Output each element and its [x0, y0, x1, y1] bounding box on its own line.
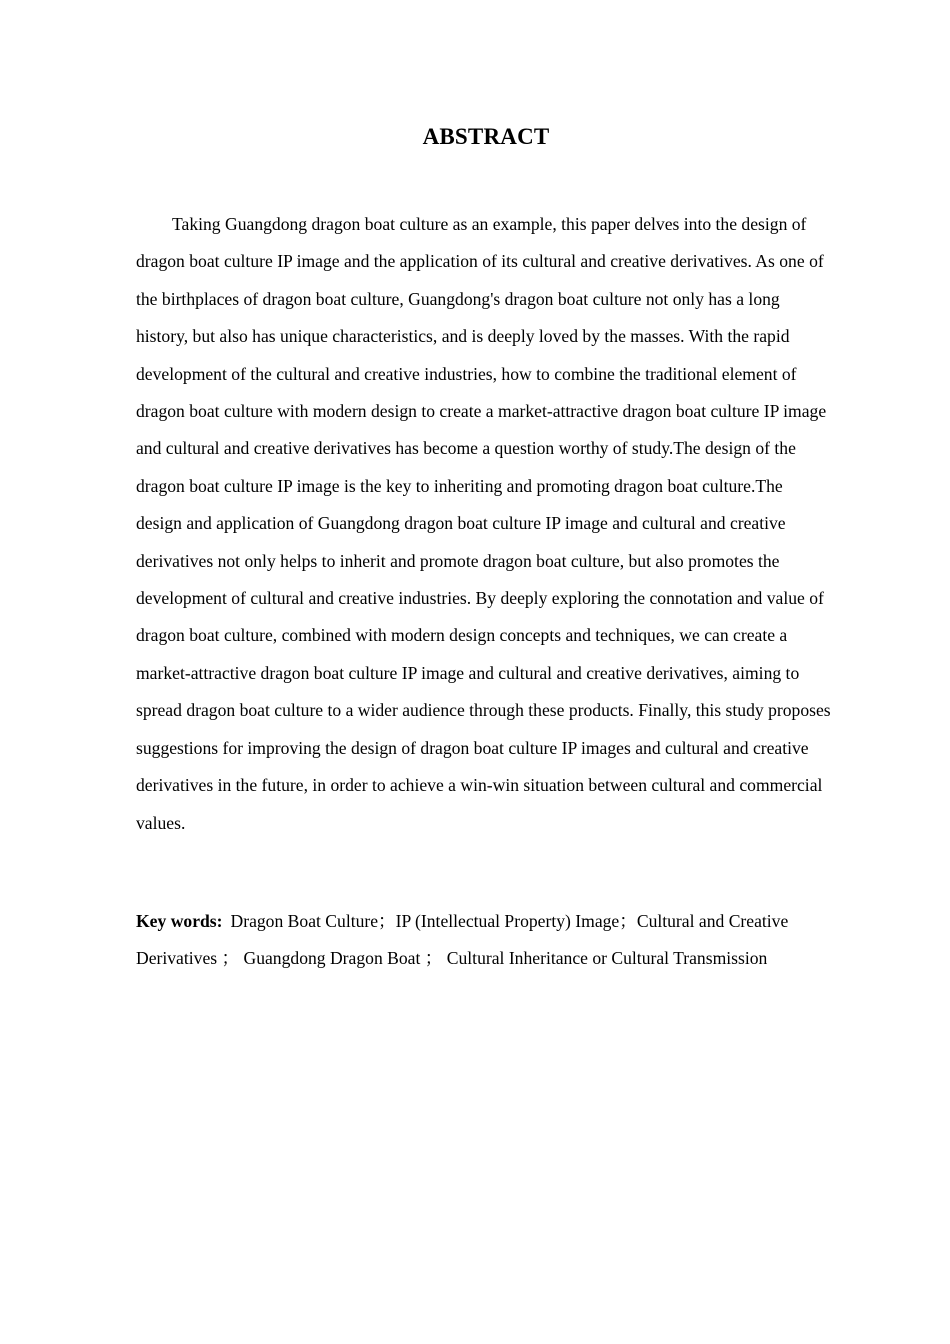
abstract-title: ABSTRACT [422, 124, 550, 149]
keywords-line [136, 903, 832, 977]
keywords-list: Dragon Boat Culture；IP (Intellectual Property) Image；Cultural and Creative Derivatives ； Guangdong Dragon Boat ； Cultural Inheritance or Cultural Transmission [136, 911, 789, 968]
abstract-paragraph: Taking Guangdong dragon boat culture as an example, this paper delves into the design of dragon boat culture IP image and the application of its cultural and creative derivatives. As one of the birthplaces of dragon boat culture, Guangdong's dragon boat culture not only has a long history, but also has unique characteristics, and is deeply loved by the masses. With the rapid development of the cultural and creative industries, how to combine the traditional element of dragon boat culture with modern design to create a market-attractive dragon boat culture IP image and cultural and creative derivatives has become a question worthy of study.The design of the dragon boat culture IP image is the key to inheriting and promoting dragon boat culture.The design and application of Guangdong dragon boat culture IP image and cultural and creative derivatives not only helps to inherit and promote dragon boat culture, but also promotes the development of cultural and creative industries. By deeply exploring the connotation and value of dragon boat culture, combined with modern design concepts and techniques, we can create a market-attractive dragon boat culture IP image and cultural and creative derivatives, aiming to spread dragon boat culture to a wider audience through these products. Finally, this study proposes suggestions for improving the design of dragon boat culture IP images and cultural and creative derivatives in the future, in order to achieve a win-win situation between cultural and commercial values. [136, 214, 831, 833]
keywords-label: Key words: [136, 911, 223, 931]
